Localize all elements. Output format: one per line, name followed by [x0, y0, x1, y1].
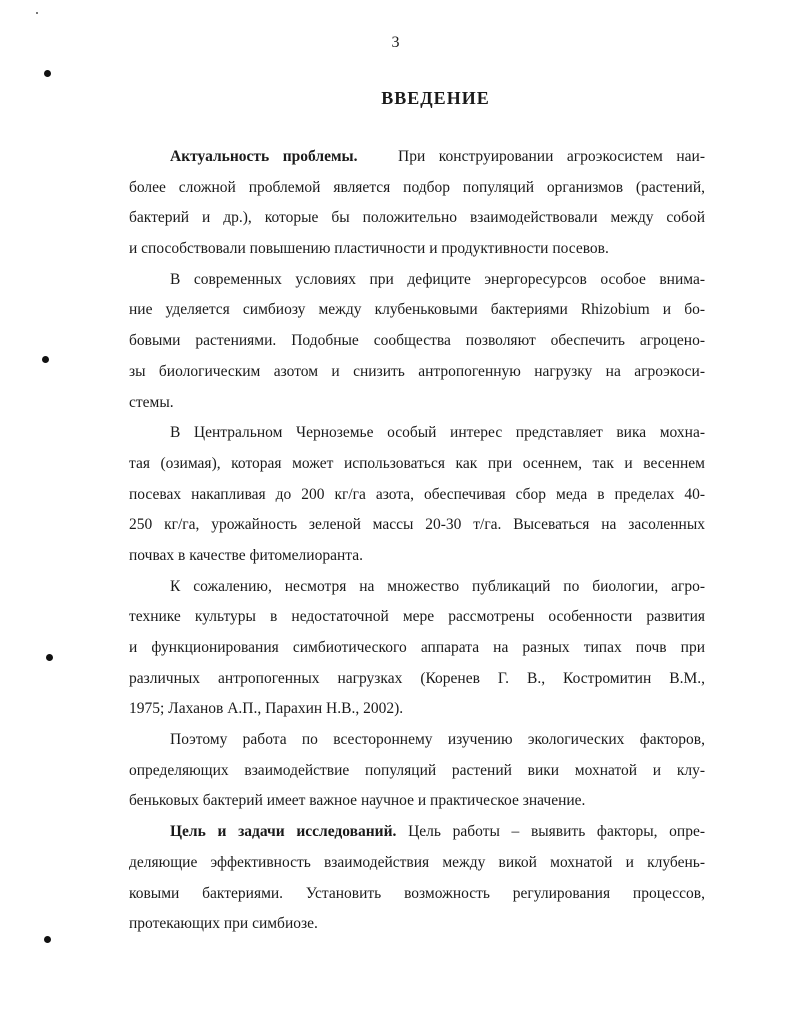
paragraph-publications: [129, 572, 705, 725]
body-text: [129, 142, 705, 940]
paragraph-lead-relevance: Актуальность проблемы.: [170, 148, 358, 165]
text-line: определяющих взаимодействие популяций растений вики мохнатой и клу-: [129, 761, 705, 779]
text-line: протекающих при симбиозе.: [129, 915, 318, 933]
page-title: ВВЕДЕНИЕ: [381, 88, 490, 108]
text-line: технике культуры в недостаточной мере рассмотрены особенности развития: [129, 608, 705, 626]
text-line: зы биологическим азотом и снизить антропогенную нагрузку на агроэкоси-: [129, 362, 705, 380]
text-line: 1975; Лаханов А.П., Парахин Н.В., 2002).: [129, 700, 404, 718]
text-line: посевах накапливая до 200 кг/га азота, обеспечивая сбор меда в пределах 40-: [129, 485, 705, 503]
text-line: почвах в качестве фитомелиоранта.: [129, 546, 363, 564]
binder-hole-4: [44, 936, 51, 943]
text-line: тая (озимая), которая может использоваться как при осеннем, так и весеннем: [129, 454, 705, 472]
text-line: ние уделяется симбиозу между клубеньковыми бактериями Rhizobium и бо-: [129, 301, 705, 319]
page-number: 3: [391, 34, 400, 51]
text-line: различных антропогенных нагрузках (Коренев Г. В., Костромитин В.М.,: [129, 669, 705, 687]
paragraph-goals: [129, 817, 705, 940]
scan-speck: [36, 12, 38, 14]
text-line: бактерий и др.), которые бы положительно взаимодействовали между собой: [129, 209, 705, 227]
paragraph-importance: [129, 725, 705, 817]
text-line: ковыми бактериями. Установить возможность регулирования процессов,: [129, 884, 705, 902]
text-line: бовыми растениями. Подобные сообщества позволяют обеспечить агроцено-: [129, 332, 705, 350]
text-line: 250 кг/га, урожайность зеленой массы 20-30 т/га. Высеваться на засоленных: [129, 516, 705, 534]
paragraph-relevance: [129, 142, 705, 265]
text-line: Поэтому работа по всестороннему изучению экологических факторов,: [170, 731, 705, 749]
text-line: более сложной проблемой является подбор популяций организмов (растений,: [129, 178, 705, 196]
paragraph-energy: [129, 265, 705, 418]
text-line: В Центральном Черноземье особый интерес представляет вика мохна-: [170, 424, 705, 442]
paragraph-vetch: [129, 418, 705, 571]
binder-hole-3: [46, 654, 53, 661]
text-line: и способствовали повышению пластичности и продуктивности посевов.: [129, 240, 609, 258]
binder-hole-2: [42, 356, 49, 363]
text-line: В современных условиях при дефиците энергоресурсов особое внима-: [170, 270, 705, 288]
text-line: Цель работы – выявить факторы, опре-: [408, 823, 706, 841]
binder-hole-1: [44, 70, 51, 77]
text-line: К сожалению, несмотря на множество публикаций по биологии, агро-: [170, 577, 705, 595]
paragraph-lead-goals: Цель и задачи исследований.: [170, 823, 397, 841]
text-line: и функционирования симбиотического аппарата на разных типах почв при: [129, 639, 705, 656]
text-line: При конструировании агроэкосистем наи-: [398, 148, 705, 165]
text-line: деляющие эффективность взаимодействия между викой мохнатой и клубень-: [129, 853, 705, 871]
text-line: беньковых бактерий имеет важное научное и практическое значение.: [129, 792, 586, 810]
text-line: стемы.: [129, 393, 174, 411]
